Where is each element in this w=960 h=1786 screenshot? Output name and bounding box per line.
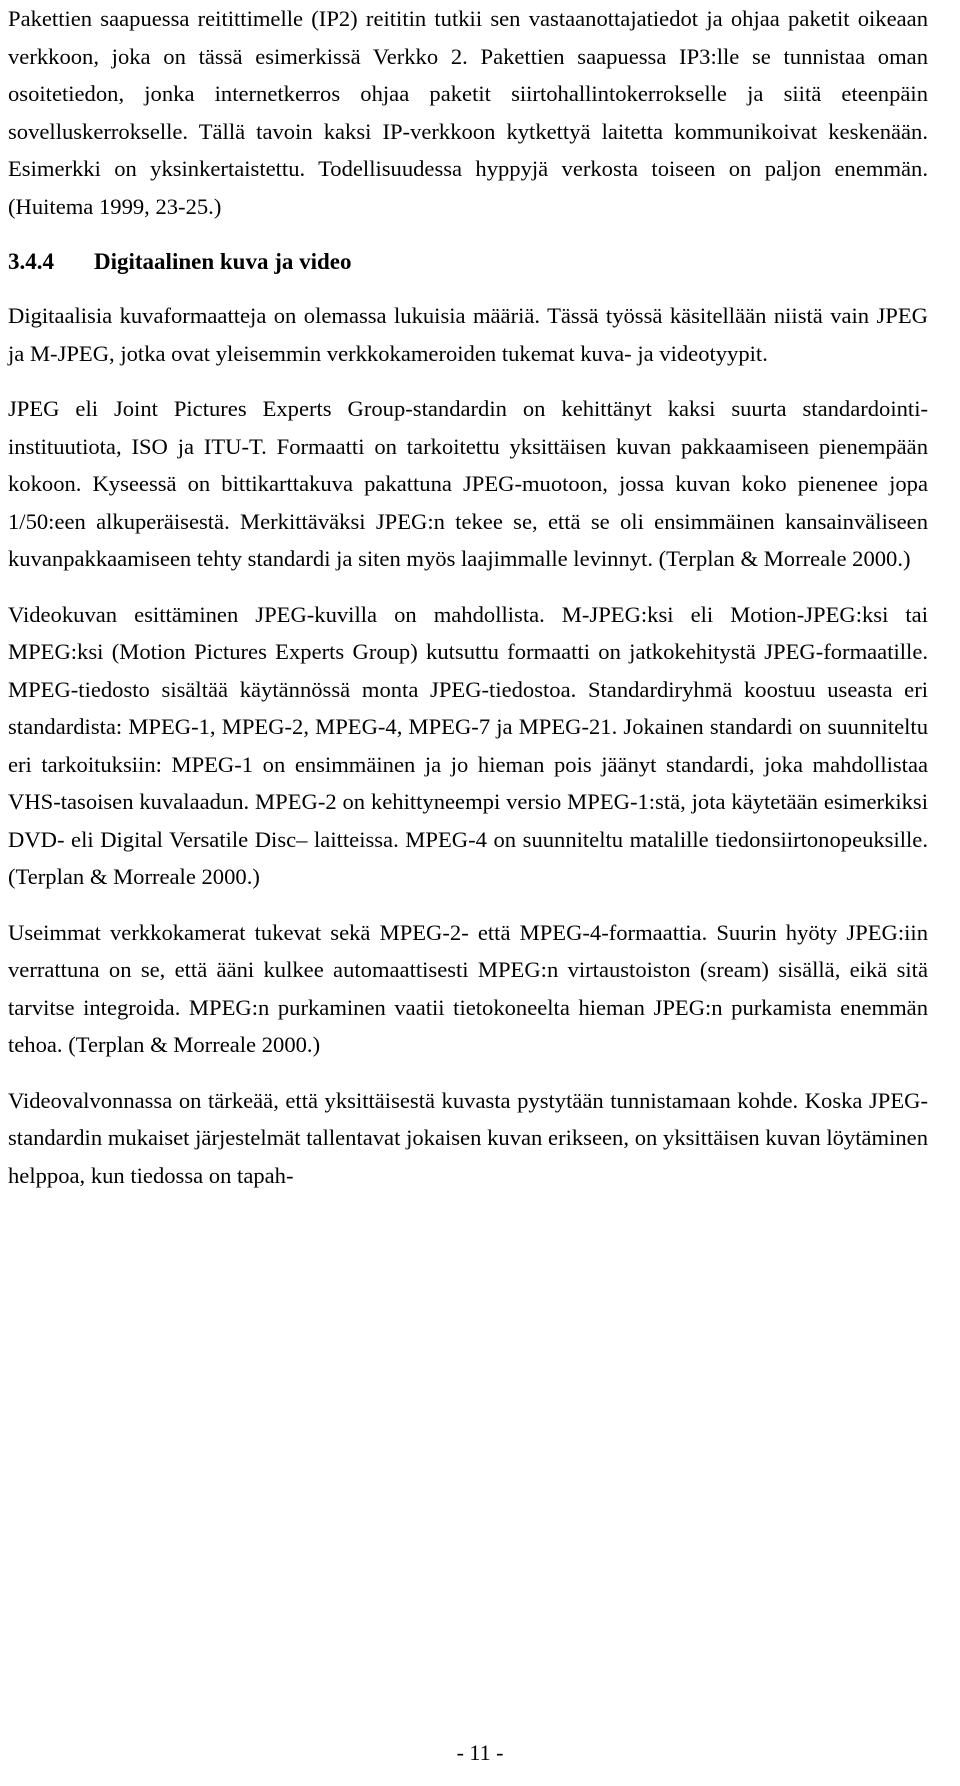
document-page: [8, 0, 928, 1194]
section-title: Digitaalinen kuva ja video: [94, 249, 352, 274]
paragraph-network-cameras: Useimmat verkkokamerat tukevat sekä MPEG-2- että MPEG-4-formaattia. Suurin hyöty JPEG:iin verrattuna on se, että ääni kulkee automaattisesti MPEG:n virtaustoiston (sream) sisällä, eikä sitä tarvitse integroida. MPEG:n purkaminen vaatii tietokoneelta hieman JPEG:n purkamista enemmän tehoa. (Terplan & Morreale 2000.): [8, 919, 928, 1057]
paragraph-image-formats: Digitaalisia kuvaformaatteja on olemassa lukuisia määriä. Tässä työssä käsitellään niistä vain JPEG ja M-JPEG, jotka ovat yleisemmin verkkokameroiden tukemat kuva- ja videotyypit.: [8, 303, 928, 366]
paragraph-ip-routing: Pakettien saapuessa reitittimelle (IP2) reititin tutkii sen vastaanottajatiedot ja ohjaa paketit oikeaan verkkoon, joka on tässä esimerkissä Verkko 2. Pakettien saapuessa IP3:lle se tunnistaa oman osoitetiedon, jonka internetkerros ohjaa paketit siirtohallintokerrokselle ja siitä eteenpäin sovelluskerrokselle. Tällä tavoin kaksi IP-verkkoon kytkettyä laitetta kommunikoivat keskenään. Esimerkki on yksinkertaistettu. Todellisuudessa hyppyjä verkosta toiseen on paljon enemmän. (Huitema 1999, 23-25.): [8, 6, 928, 219]
paragraph-video-surveillance: Videovalvonnassa on tärkeää, että yksittäisestä kuvasta pystytään tunnistamaan kohde. Koska JPEG-standardin mukaiset järjestelmät tallentavat jokaisen kuvan erikseen, on yksittäisen kuvan löytäminen helppoa, kun tiedossa on tapah-: [8, 1087, 928, 1188]
paragraph-mpeg: Videokuvan esittäminen JPEG-kuvilla on mahdollista. M-JPEG:ksi eli Motion-JPEG:ksi tai MPEG:ksi (Motion Pictures Experts Group) kutsuttu formaatti on jatkokehitystä JPEG-formaatille. MPEG-tiedosto sisältää käytännössä monta JPEG-tiedostoa. Standardiryhmä koostuu useasta eri standardista: MPEG-1, MPEG-2, MPEG-4, MPEG-7 ja MPEG-21. Jokainen standardi on suunniteltu eri tarkoituksiin: MPEG-1 on ensimmäinen ja jo hieman pois jäänyt standardi, joka mahdollistaa VHS-tasoisen kuvalaadun. MPEG-2 on kehittyneempi versio MPEG-1:stä, jota käytetään esimerkiksi DVD- eli Digital Versatile Disc– laitteissa. MPEG-4 on suunniteltu matalille tiedonsiirtonopeuksille. (Terplan & Morreale 2000.): [8, 601, 928, 889]
section-heading: [8, 247, 928, 277]
section-number: 3.4.4: [8, 249, 54, 274]
page-number: - 11 -: [456, 1740, 504, 1765]
paragraph-jpeg: JPEG eli Joint Pictures Experts Group-standardin on kehittänyt kaksi suurta standardointi-instituutiota, ISO ja ITU-T. Formaatti on tarkoitettu yksittäisen kuvan pakkaamiseen pienempään kokoon. Kyseessä on bittikarttakuva pakattuna JPEG-muotoon, jossa kuvan koko pienenee jopa 1/50:een alkuperäisestä. Merkittäväksi JPEG:n tekee se, että se oli ensimmäinen kansainväliseen kuvanpakkaamiseen tehty standardi ja siten myös laajimmalle levinnyt. (Terplan & Morreale 2000.): [8, 396, 928, 571]
